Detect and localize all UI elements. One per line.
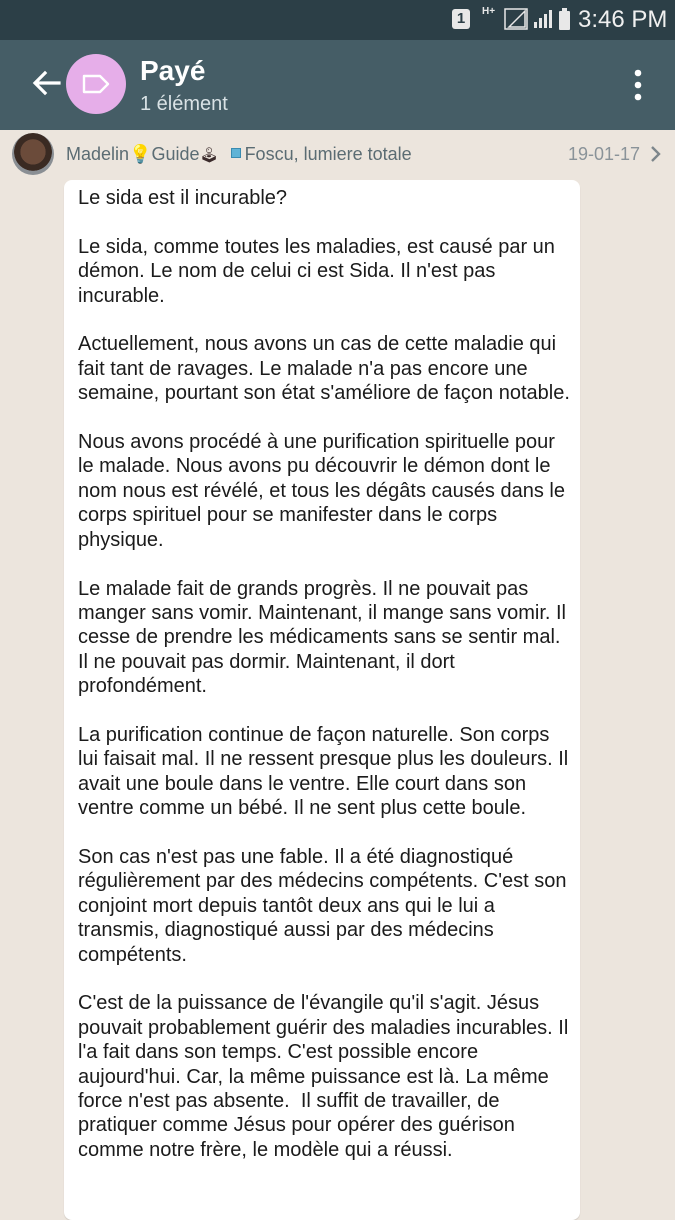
message-text: Le sida est il incurable? Le sida, comme toutes les maladies, est causé par un démon. Le nom de celui ci est Sida. Il n'est pas incurable. Actuellement, nous avons un cas de cette maladie qui fait tant de ravages. Le malade n'a pas encore une semaine, pourtant son état s'améliore de façon notable. Nous avons procédé à une purification spirituelle pour le malade. Nous avons pu découvrir le démon dont le nom nous est révélé, et tous les dégâts causés dans le corps spirituel pour se manifester dans le corps physique. Le malade fait de grands progrès. Il ne pouvait pas manger sans vomir. Maintenant, il mange sans vomir. Il cesse de prendre les médicaments sans se sentir mal. Il ne pouvait pas dormir. Maintenant, il dort profondément. La purification continue de façon naturelle. Son corps lui faisait mal. Il ne ressent presque plus les douleurs. Il avait une boule dans le ventre. Elle court dans son ventre comme un bébé. Il ne sent plus cette boule. Son cas n'est pas une fable. Il a été diagnostiqué régulièrement par des médecins compétents. C'est son conjoint mort depuis tantôt deux ans qui le lui a transmis, diagnostiqué aussi par des médecins compétents. C'est de la puissance de l'évangile qu'il s'agit. Jésus pouvait probablement guérir des maladies incurables. Il l'a fait dans son temps. C'est possible encore aujourd'hui. Car, la même puissance est là. La même force n'est pas absente. Il suffit de travailler, de pratiquer comme Jésus pour opérer des guérison comme notre frère, le modèle qui a réussi. bbox=[78, 187, 570, 1161]
label-tag-icon bbox=[82, 74, 110, 94]
chat-subtitle: 1 élément bbox=[140, 93, 228, 115]
mobile-data-icon: H+ bbox=[482, 6, 496, 17]
signal-icon bbox=[504, 8, 528, 30]
message-date: 19-01-17 bbox=[568, 144, 641, 164]
message-header[interactable] bbox=[0, 130, 675, 178]
sender-line bbox=[66, 144, 412, 166]
sender-tag: Guide bbox=[151, 144, 200, 164]
chat-title[interactable]: Payé bbox=[140, 55, 206, 86]
app-bar bbox=[0, 40, 675, 130]
chat-icon bbox=[231, 148, 241, 158]
battery-icon bbox=[559, 8, 570, 30]
clock: 3:46 PM bbox=[578, 6, 668, 33]
status-bar bbox=[0, 0, 675, 40]
back-arrow-icon[interactable] bbox=[30, 67, 62, 99]
signal-icon bbox=[532, 8, 554, 30]
notification-badge-icon: 1 bbox=[452, 9, 470, 29]
joystick-icon: 🕹 bbox=[199, 147, 219, 164]
more-vertical-icon[interactable] bbox=[628, 68, 648, 102]
chat-name: Foscu, lumiere totale bbox=[244, 144, 412, 164]
lightbulb-icon: 💡 bbox=[129, 144, 152, 164]
chevron-right-icon[interactable] bbox=[650, 145, 662, 163]
chat-avatar[interactable] bbox=[66, 54, 126, 114]
message-bubble[interactable] bbox=[64, 180, 580, 1220]
sender-avatar[interactable] bbox=[12, 133, 54, 175]
sender-name: Madelin bbox=[66, 144, 130, 164]
